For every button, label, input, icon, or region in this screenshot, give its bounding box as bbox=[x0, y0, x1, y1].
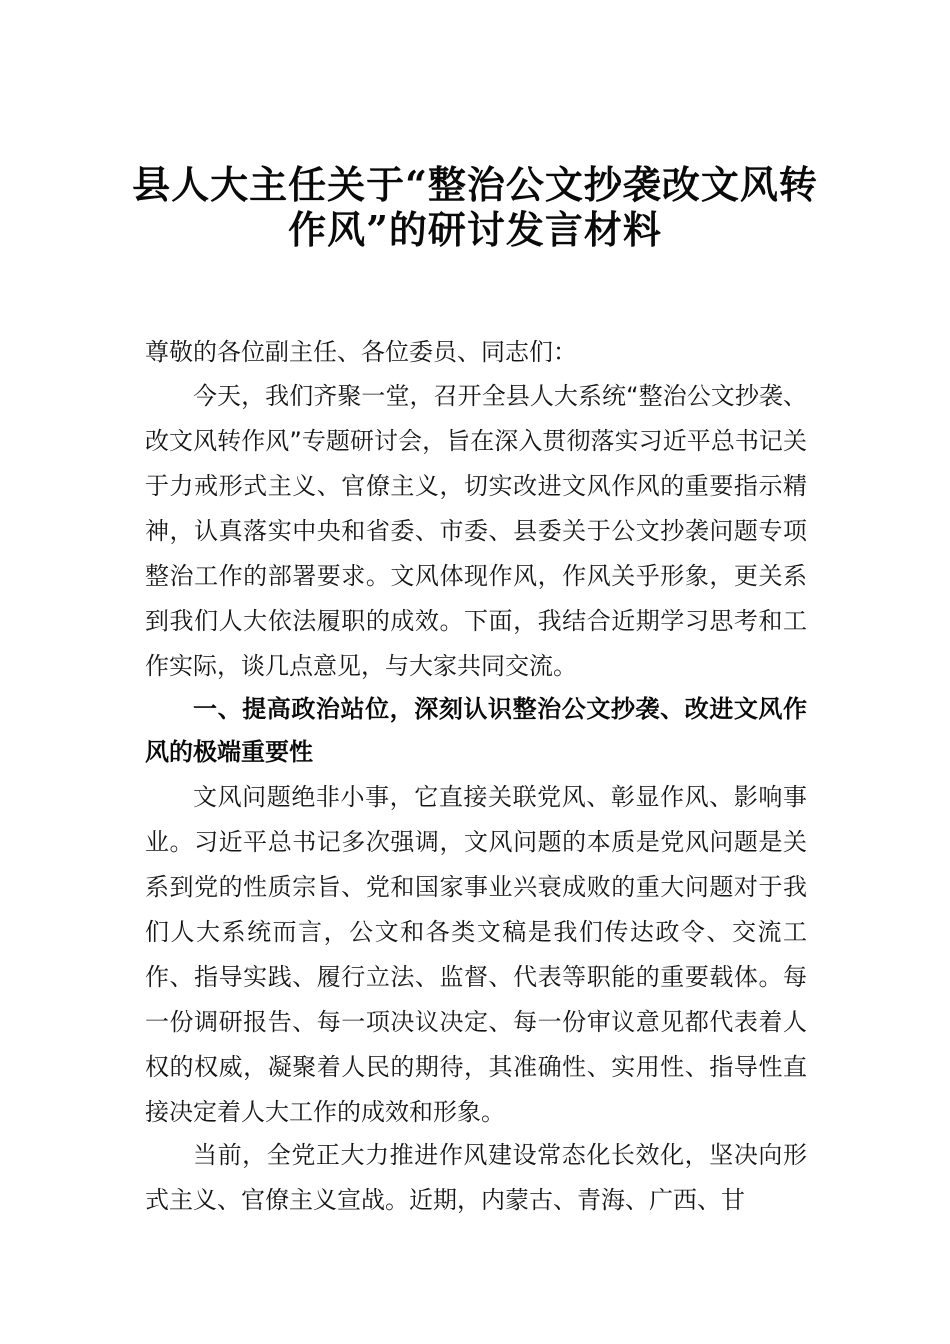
paragraph-section-1-b: 当前，全党正大力推进作风建设常态化长效化，坚决向形式主义、官僚主义宣战。近期，内蒙古、青海、广西、甘 bbox=[145, 1141, 807, 1214]
salutation: 尊敬的各位副主任、各位委员、同志们： bbox=[145, 338, 577, 366]
paragraph-section-1-a: 文风问题绝非小事，它直接关联党风、彰显作风、影响事业。习近平总书记多次强调，文风问题的本质是党风问题是关系到党的性质宗旨、党和国家事业兴衰成败的重大问题对于我们人大系统而言，公文和各类文稿是我们传达政令、交流工作、指导实践、履行立法、监督、代表等职能的重要载体。每一份调研报告、每一项决议决定、每一份审议意见都代表着人权的权威，凝聚着人民的期待，其准确性、实用性、指导性直接决定着人大工作的成效和形象。 bbox=[145, 783, 807, 1126]
section-heading-1: 一、提高政治站位，深刻认识整治公文抄袭、改进文风作风的极端重要性 bbox=[145, 695, 807, 766]
document-title-line-1: 县人大主任关于“整治公文抄袭改文风转 bbox=[132, 162, 818, 207]
paragraph-intro: 今天，我们齐聚一堂，召开全县人大系统“整治公文抄袭、改文风转作风”专题研讨会，旨在深入贯彻落实习近平总书记关于力戒形式主义、官僚主义，切实改进文风作风的重要指示精神，认真落实中央和省委、市委、县委关于公文抄袭问题专项整治工作的部署要求。文风体现作风，作风关乎形象，更关系到我们人大依法履职的成效。下面，我结合近期学习思考和工作实际，谈几点意见，与大家共同交流。 bbox=[145, 382, 807, 680]
document-title-line-2: 作风”的研讨发言材料 bbox=[288, 207, 662, 252]
